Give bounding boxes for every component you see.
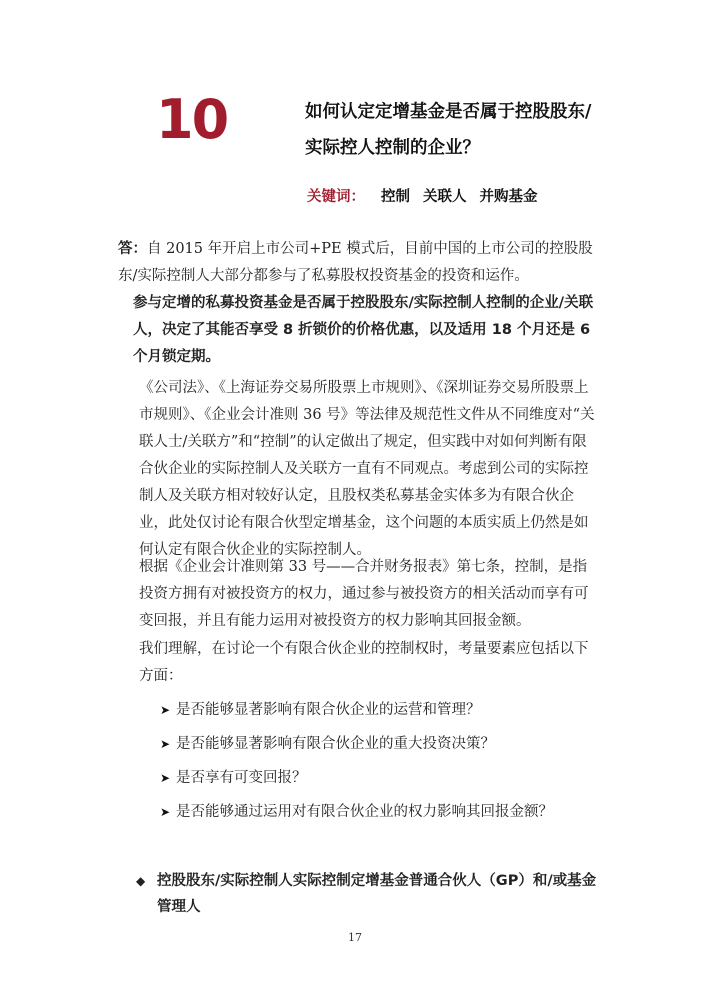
list-item-text: 是否能够通过运用对有限合伙企业的权力影响其回报金额？: [176, 804, 553, 820]
list-item: [160, 761, 553, 795]
list-item-text: 是否能够显著影响有限合伙企业的运营和管理？: [176, 702, 481, 718]
keywords-label: 关键词：: [307, 189, 365, 205]
page-number: 17: [348, 931, 362, 944]
paragraph: 我们理解，在讨论一个有限合伙企业的控制权时，考量要素应包括以下方面：: [139, 641, 589, 684]
arrow-bullet-icon: ➤: [160, 771, 171, 785]
list-item: [160, 727, 553, 761]
list-item: [160, 693, 553, 727]
arrow-bullet-icon: ➤: [160, 737, 171, 751]
keyword: 关联人: [423, 189, 467, 205]
list-item-text: 是否享有可变回报？: [176, 770, 307, 786]
section-heading-text: 控股股东/实际控制人实际控制定增基金普通合伙人（GP）和/或基金管理人: [157, 873, 597, 915]
diamond-bullet-icon: ◆: [136, 874, 146, 888]
list-item-text: 是否能够显著影响有限合伙企业的重大投资决策？: [176, 736, 495, 752]
arrow-bullet-icon: ➤: [160, 805, 171, 819]
question-title: 如何认定定增基金是否属于控股股东/实际控人控制的企业？: [305, 102, 592, 158]
consideration-list: [160, 693, 553, 829]
paragraph: 《公司法》、《上海证券交易所股票上市规则》、《深圳证券交易所股票上市规则》、《企业会计准则 36 号》等法律及规范性文件从不同维度对“关联人士/关联方”和“控制”的认定做出了规定，但实践中对如何判断有限合伙企业的实际控制人及关联方一直有不同观点。考虑到公司的实际控制人及关联方相对较好认定，且股权类私募基金实体多为有限合伙企业，此处仅讨论有限合伙型定增基金，这个问题的本质实质上仍然是如何认定有限合伙企业的实际控制人。: [139, 380, 595, 558]
answer-label: 答：: [118, 241, 147, 257]
list-item: [160, 795, 553, 829]
section-heading: [136, 868, 606, 920]
keyword: 并购基金: [479, 189, 538, 205]
answer-intro-text: 自 2015 年开启上市公司+PE 模式后，目前中国的上市公司的控股股东/实际控制人大部分都参与了私募股权投资基金的投资和运作。: [118, 241, 593, 284]
keyword: 控制: [381, 189, 410, 205]
answer-intro: [118, 236, 596, 290]
question-number: 10: [156, 88, 228, 151]
arrow-bullet-icon: ➤: [160, 703, 171, 717]
key-statement: 参与定增的私募投资基金是否属于控股股东/实际控制人控制的企业/关联人，决定了其能否享受 8 折锁价的价格优惠，以及适用 18 个月还是 6 个月锁定期。: [133, 295, 594, 365]
paragraph: 根据《企业会计准则第 33 号——合并财务报表》第七条，控制，是指投资方拥有对被投资方的权力，通过参与被投资方的相关活动而享有可变回报，并且有能力运用对被投资方的权力影响其回报金额。: [139, 559, 589, 629]
keywords-line: [307, 185, 551, 206]
